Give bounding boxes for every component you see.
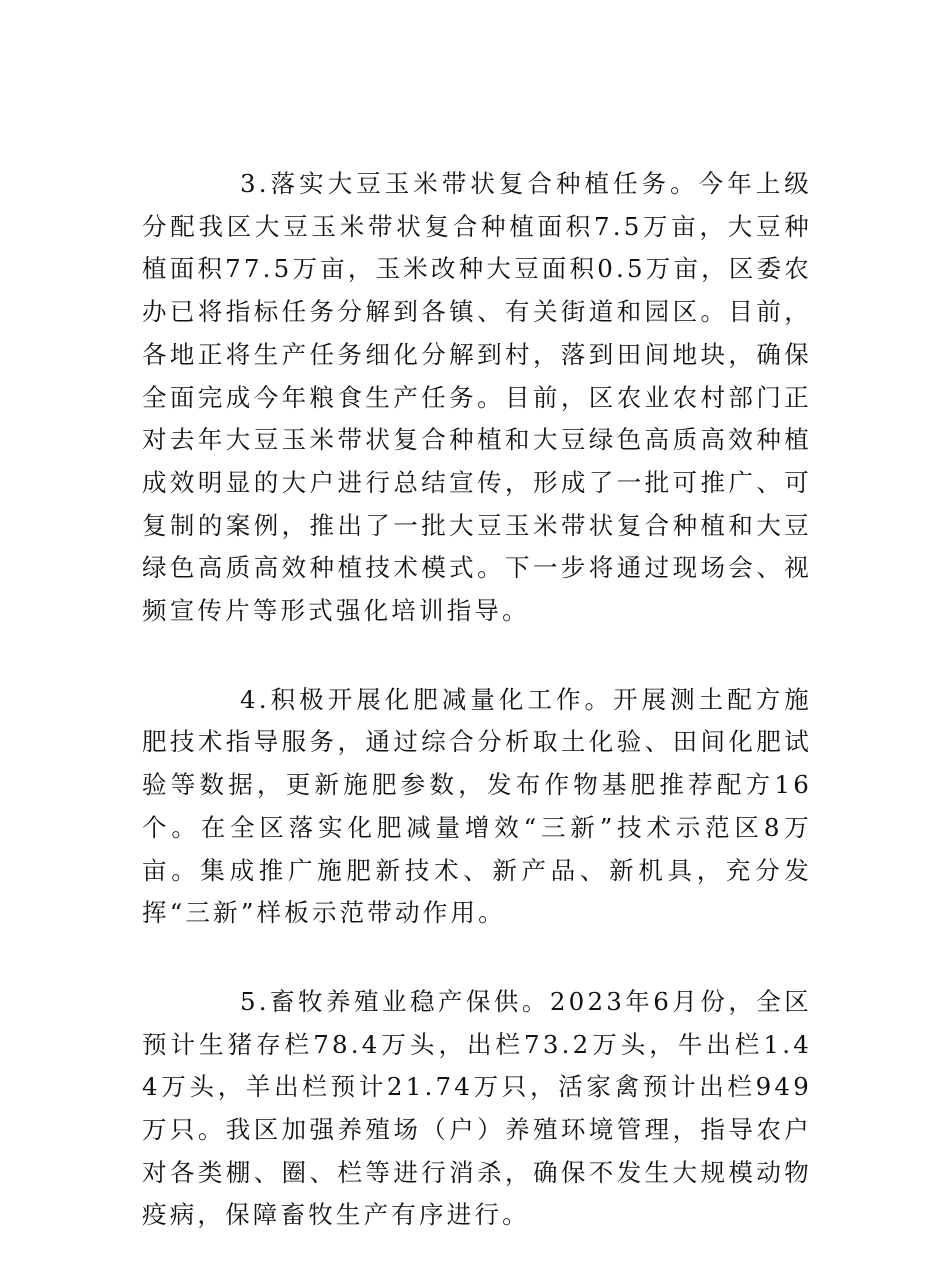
paragraph-livestock-supply: 5.畜牧养殖业稳产保供。2023年6月份，全区预计生猪存栏78.4万头，出栏73.2万头，牛出栏1.44万头，羊出栏预计21.74万只，活家禽预计出栏949万只。我区加强养殖场（户）养殖环境管理，指导农户对各类棚、圈、栏等进行消杀，确保不发生大规模动物疫病，保障畜牧生产有序进行。	[142, 986, 812, 1230]
paragraph-soybean-corn-planting: 3.落实大豆玉米带状复合种植任务。今年上级分配我区大豆玉米带状复合种植面积7.5万亩，大豆种植面积77.5万亩，玉米改种大豆面积0.5万亩，区委农办已将指标任务分解到各镇、有关街道和园区。目前，各地正将生产任务细化分解到村，落到田间地块，确保全面完成今年粮食生产任务。目前，区农业农村部门正对去年大豆玉米带状复合种植和大豆绿色高质高效种植成效明显的大户进行总结宣传，形成了一批可推广、可复制的案例，推出了一批大豆玉米带状复合种植和大豆绿色高质高效种植技术模式。下一步将通过现场会、视频宣传片等形式强化培训指导。	[142, 169, 812, 626]
paragraph-fertilizer-reduction: 4.积极开展化肥减量化工作。开展测土配方施肥技术指导服务，通过综合分析取土化验、田间化肥试验等数据，更新施肥参数，发布作物基肥推荐配方16个。在全区落实化肥减量增效“三新”技术示范区8万亩。集成推广施肥新技术、新产品、新机具，充分发挥“三新”样板示范带动作用。	[142, 684, 812, 928]
document-body	[142, 163, 812, 1283]
